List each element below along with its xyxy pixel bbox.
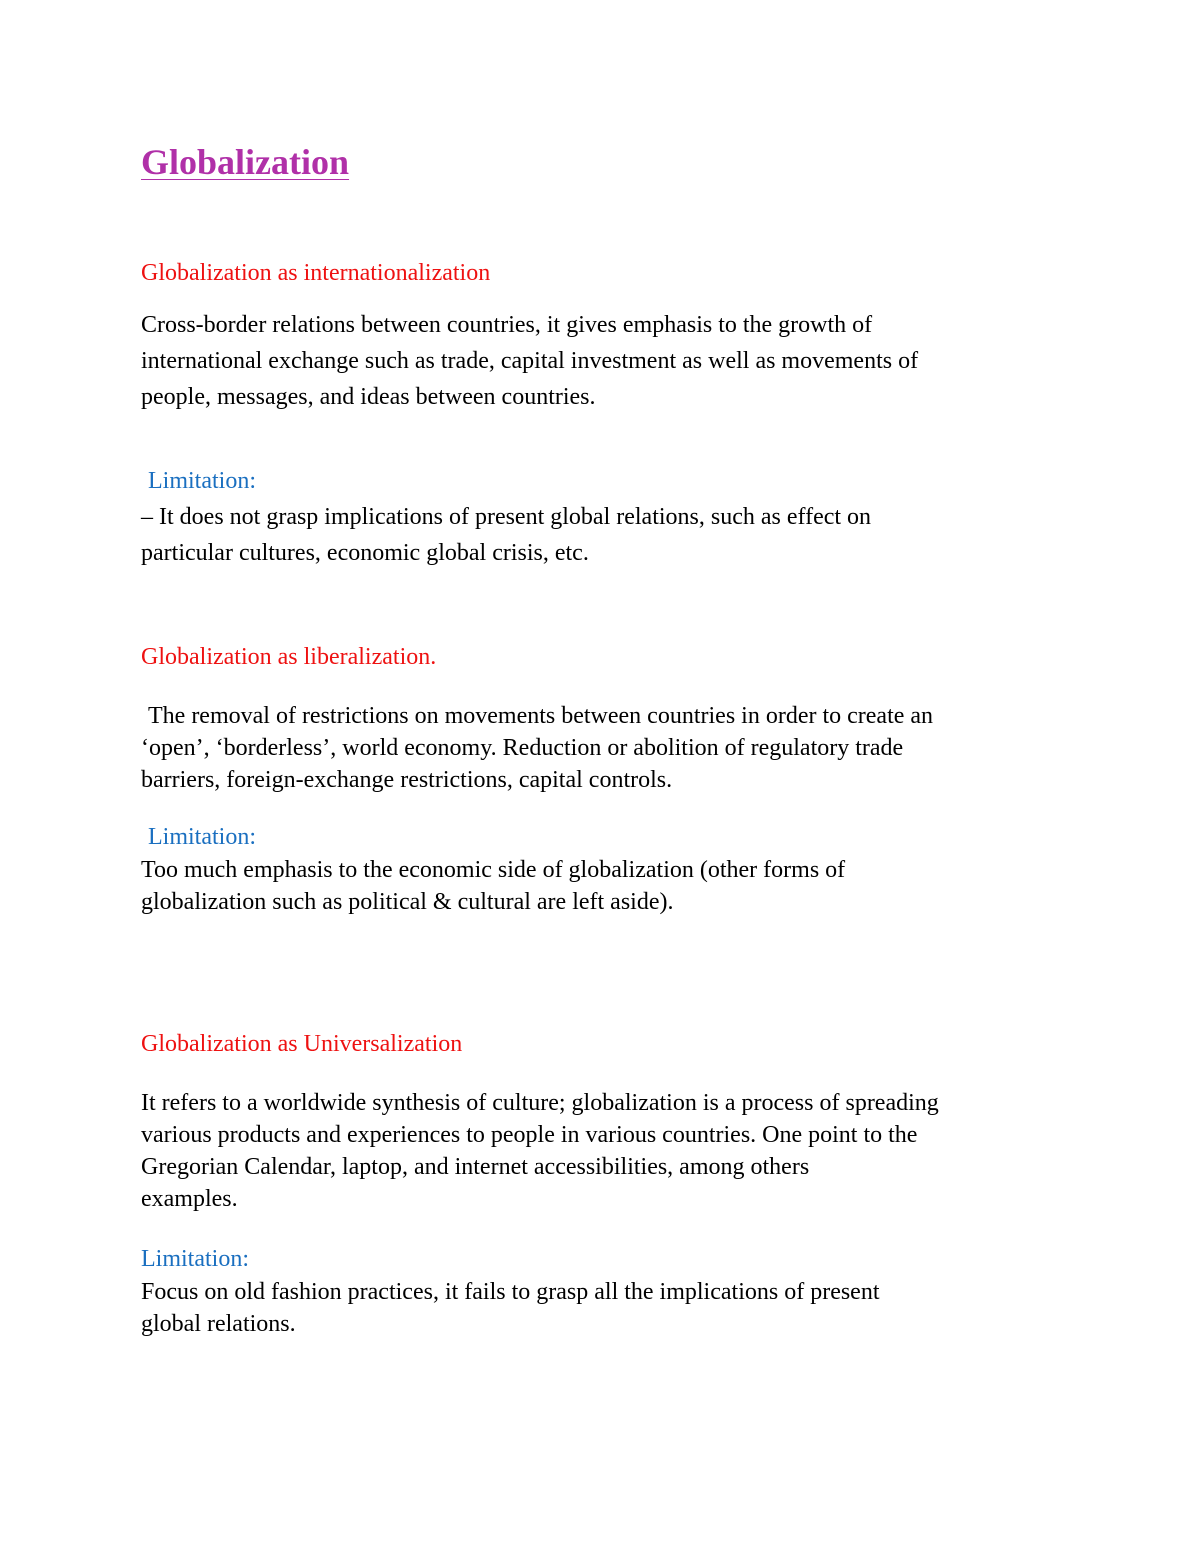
paragraph-line: examples. <box>141 1186 238 1212</box>
paragraph-line: international exchange such as trade, capital investment as well as movements of <box>141 348 919 374</box>
section-heading-universalization: Globalization as Universalization <box>141 1031 463 1057</box>
paragraph-line: Cross-border relations between countries, it gives emphasis to the growth of <box>141 312 873 338</box>
paragraph-line: Gregorian Calendar, laptop, and internet accessibilities, among others <box>141 1154 810 1180</box>
paragraph-line: barriers, foreign-exchange restrictions, capital controls. <box>141 767 673 793</box>
limitation-line: particular cultures, economic global crisis, etc. <box>141 540 589 566</box>
limitation-label-liberalization: Limitation: <box>148 824 256 850</box>
section-paragraph-universalization <box>141 1087 939 1215</box>
paragraph-line: The removal of restrictions on movements between countries in order to create an <box>148 703 934 729</box>
paragraph-line: people, messages, and ideas between countries. <box>141 384 596 410</box>
limitation-line: – It does not grasp implications of present global relations, such as effect on <box>141 504 872 530</box>
limitation-text-universalization <box>141 1276 880 1340</box>
limitation-line: globalization such as political & cultural are left aside). <box>141 889 674 915</box>
paragraph-line: It refers to a worldwide synthesis of culture; globalization is a process of spreading <box>141 1090 939 1116</box>
section-heading-liberalization: Globalization as liberalization. <box>141 644 437 670</box>
paragraph-line: various products and experiences to people in various countries. One point to the <box>141 1122 918 1148</box>
section-paragraph-internationalization <box>141 307 918 415</box>
document-title: Globalization <box>141 142 350 182</box>
limitation-line: global relations. <box>141 1311 296 1337</box>
limitation-label-universalization: Limitation: <box>141 1246 249 1272</box>
limitation-label-internationalization: Limitation: <box>148 468 256 494</box>
section-heading-internationalization: Globalization as internationalization <box>141 260 491 286</box>
limitation-line: Too much emphasis to the economic side of globalization (other forms of <box>141 857 846 883</box>
limitation-text-liberalization <box>141 854 845 918</box>
limitation-line: Focus on old fashion practices, it fails to grasp all the implications of present <box>141 1279 880 1305</box>
limitation-text-internationalization <box>141 499 871 571</box>
paragraph-line: ‘open’, ‘borderless’, world economy. Reduction or abolition of regulatory trade <box>141 735 904 761</box>
section-paragraph-liberalization <box>141 700 933 796</box>
